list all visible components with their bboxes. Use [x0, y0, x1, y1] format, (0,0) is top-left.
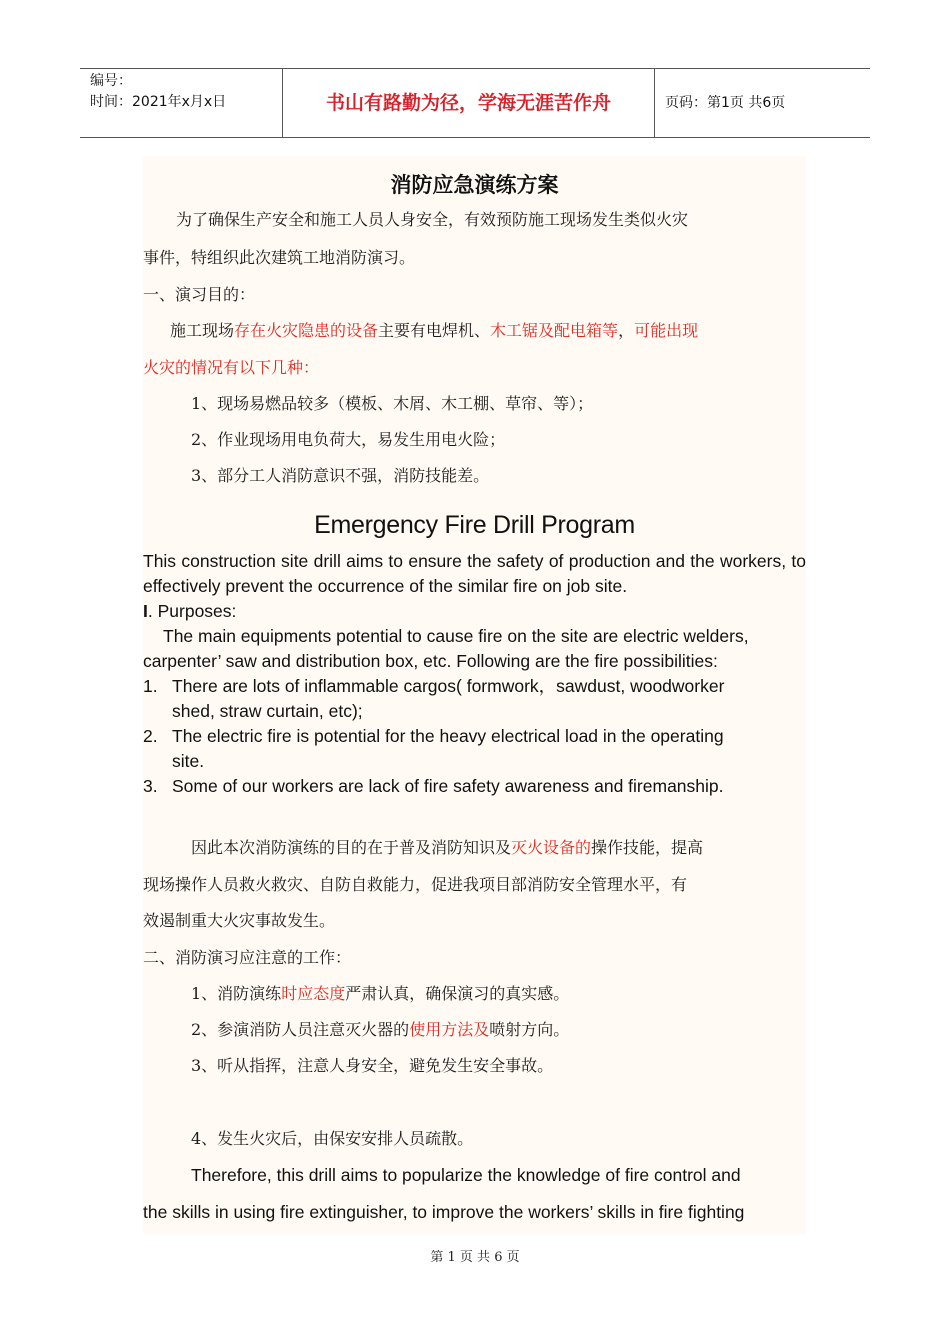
- list-text: shed, straw curtain, etc);: [172, 701, 363, 721]
- text-span: 严肃认真，确保演习的真实感。: [345, 984, 570, 1003]
- cn-purpose-para-line2: 现场操作人员救火救灾、自防自救能力，促进我项目部消防安全管理水平，有: [143, 875, 688, 894]
- en-para-line2: carpenter’ saw and distribution box, etc. Following are the fire possibilities:: [143, 651, 718, 671]
- highlight-text: 木工锯及配电箱等: [490, 321, 619, 340]
- en-closing-line2: the skills in using fire extinguisher, to improve the workers’ skills in fire fighting: [143, 1202, 745, 1222]
- list-row: [143, 699, 823, 724]
- list-number: 3.: [143, 776, 158, 796]
- cn-heading-1: 一、演习目的：: [143, 285, 256, 304]
- cn-purpose-para-line3: 效遏制重大火灾事故发生。: [143, 911, 336, 930]
- text-span: 主要有电焊机、: [378, 321, 491, 340]
- list-text: There are lots of inflammable cargos( formwork，sawdust, woodworker: [172, 676, 725, 696]
- cn-list-item: 3、听从指挥，注意人身安全，避免发生安全事故。: [191, 1056, 554, 1075]
- en-closing-line1: Therefore, this drill aims to popularize the knowledge of fire control and: [191, 1165, 741, 1185]
- header-motto: 书山有路勤为径，学海无涯苦作舟: [282, 69, 655, 137]
- cn-list-item: 2、作业现场用电负荷大，易发生用电火险；: [191, 430, 506, 449]
- list-text: site.: [172, 751, 205, 771]
- doc-number-label: 编号：: [90, 73, 132, 89]
- text-span: 操作技能，提高: [591, 838, 704, 857]
- list-row: [143, 774, 823, 799]
- list-indent: [143, 699, 172, 724]
- text-span: 因此本次消防演练的目的在于普及消防知识及: [191, 838, 512, 857]
- header-page-number: 页码：第1页 共6页: [665, 95, 786, 111]
- page-footer: 第 1 页 共 6 页: [430, 1250, 520, 1265]
- list-indent: [143, 749, 172, 774]
- en-heading-1: [143, 599, 806, 624]
- highlight-text: 时应态度: [281, 984, 346, 1003]
- cn-equipment-para-line1: [170, 317, 810, 345]
- en-list-item: [143, 724, 823, 774]
- list-row: [143, 724, 823, 749]
- en-list-item: [143, 674, 823, 724]
- text-span: 喷射方向。: [489, 1020, 570, 1039]
- en-list-item: [143, 774, 823, 799]
- date-label: 时间：2021年x月x日: [90, 94, 227, 110]
- text-span: 2、参演消防人员注意灭火器的: [191, 1020, 410, 1039]
- cn-list-item: 3、部分工人消防意识不强，消防技能差。: [191, 466, 490, 485]
- cn-intro-line1: 为了确保生产安全和施工人员人身安全，有效预防施工现场发生类似火灾: [176, 210, 689, 229]
- highlight-text: 灭火设备的: [511, 838, 592, 857]
- text-span: 1、消防演练: [191, 984, 282, 1003]
- cn-purpose-para-line1: [191, 834, 811, 862]
- cn-intro-line2: 事件，特组织此次建筑工地消防演习。: [143, 248, 416, 267]
- text-span: ，: [618, 321, 635, 340]
- highlight-text: 存在火灾隐患的设备: [234, 321, 379, 340]
- cn-equipment-para-line2: 火灾的情况有以下几种：: [143, 358, 320, 377]
- cn-list-item: 1、现场易燃品较多（模板、木屑、木工棚、草帘、等）；: [191, 394, 594, 413]
- cn-list-item: [191, 980, 806, 1008]
- en-para-line1: The main equipments potential to cause fire on the site are electric welders,: [163, 626, 749, 646]
- header-meta: [80, 69, 282, 137]
- cn-heading-2: 二、消防演习应注意的工作：: [143, 948, 352, 967]
- highlight-text: 可能出现: [634, 321, 699, 340]
- list-text: The electric fire is potential for the heavy electrical load in the operating: [172, 726, 724, 746]
- list-row: [143, 674, 823, 699]
- highlight-text: 使用方法及: [409, 1020, 490, 1039]
- list-number: 1.: [143, 676, 158, 696]
- cn-list-item: [191, 1016, 806, 1044]
- page-header: [80, 68, 870, 138]
- list-text: Some of our workers are lack of fire safety awareness and firemanship.: [172, 776, 724, 796]
- roman-numeral: I: [143, 601, 148, 621]
- list-number: 2.: [143, 726, 158, 746]
- text-span: 施工现场: [170, 321, 235, 340]
- en-intro: This construction site drill aims to ensure the safety of production and the workers, to effectively prevent the occurrence of the similar fire on job site.: [143, 551, 806, 596]
- list-row: [143, 749, 823, 774]
- en-title: Emergency Fire Drill Program: [314, 511, 635, 539]
- text-span: . Purposes:: [147, 601, 237, 621]
- cn-list-item: 4、发生火灾后，由保安安排人员疏散。: [191, 1129, 474, 1148]
- cn-title: 消防应急演练方案: [390, 173, 559, 197]
